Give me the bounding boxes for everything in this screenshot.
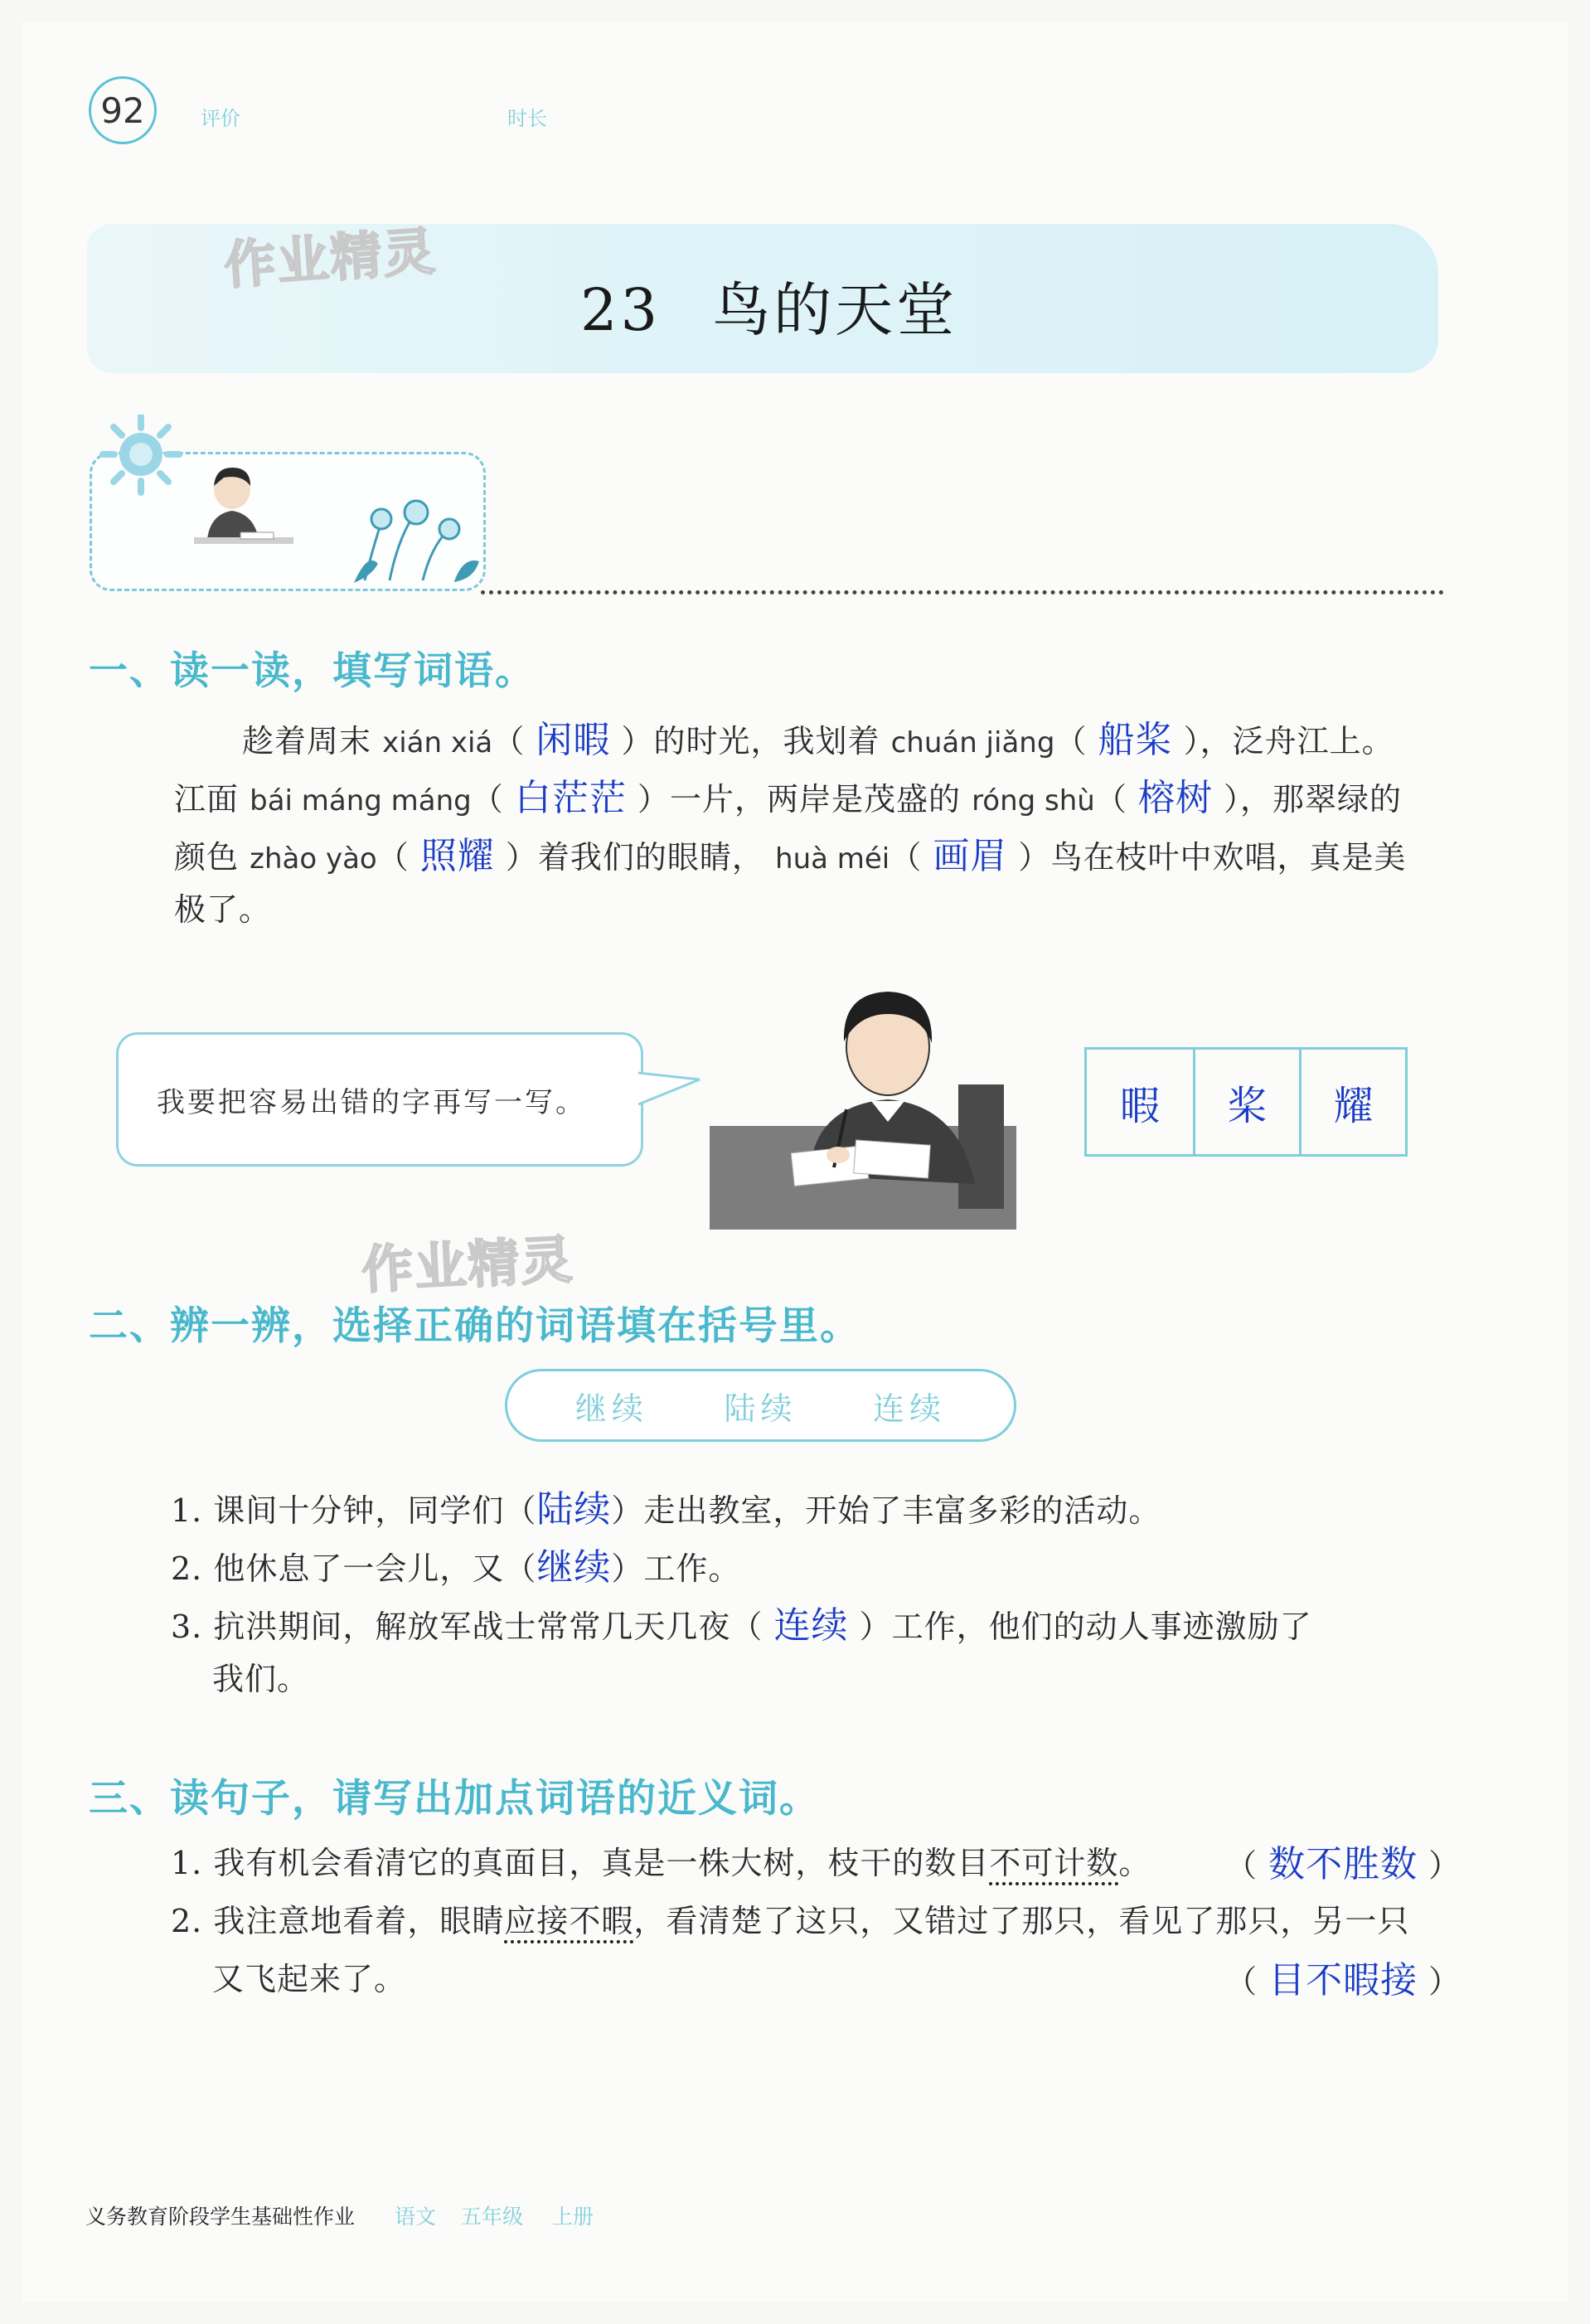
pinyin: bái máng máng bbox=[250, 784, 472, 818]
section1-heading: 一、读一读，填写词语。 bbox=[89, 648, 536, 694]
text: 课间十分钟，同学们（ bbox=[213, 1492, 537, 1529]
answer-blank[interactable]: 数不胜数 bbox=[1268, 1843, 1418, 1885]
duration-label: 时长 bbox=[507, 107, 547, 130]
footer-volume: 上册 bbox=[552, 2205, 594, 2229]
synonym-item-2 bbox=[171, 1895, 1409, 1941]
answer-blank[interactable]: 榕树 bbox=[1137, 777, 1213, 819]
practice-cell[interactable]: 桨 bbox=[1193, 1050, 1299, 1154]
text: 颜色 bbox=[174, 839, 240, 876]
text: 一片，两岸是茂盛的 bbox=[669, 781, 961, 818]
word-choice: 继续 bbox=[574, 1390, 648, 1427]
pinyin: chuán jiǎng bbox=[890, 726, 1055, 759]
fill-line-1: 趁着周末 xián xiá（ 闲暇 ）的时光，我划着 chuán jiǎng（ 船桨 ），泛舟江上。 bbox=[242, 719, 1394, 761]
lesson-name: 鸟的天堂 bbox=[712, 276, 958, 344]
lesson-number: 23 bbox=[580, 276, 662, 344]
fill-line-4: 极了。 bbox=[174, 891, 272, 928]
section-divider bbox=[481, 590, 1444, 594]
text: ，那翠绿的 bbox=[1240, 781, 1403, 818]
answer-blank[interactable]: 闲暇 bbox=[536, 719, 611, 761]
answer-blank[interactable]: 白茫茫 bbox=[514, 777, 627, 819]
section2-heading: 二、辨一辨，选择正确的词语填在括号里。 bbox=[89, 1303, 860, 1349]
item-number: 2. bbox=[171, 1903, 203, 1939]
choice-item-2 bbox=[171, 1537, 740, 1590]
item-number: 2. bbox=[171, 1550, 203, 1587]
practice-cell[interactable]: 耀 bbox=[1299, 1050, 1405, 1154]
footer-series: 义务教育阶段学生基础性作业 bbox=[85, 2205, 356, 2229]
dotted-word: 不可计数 bbox=[989, 1845, 1119, 1881]
answer-blank[interactable]: 继续 bbox=[536, 1546, 612, 1589]
text: 着我们的眼睛， bbox=[537, 839, 764, 876]
practice-grid bbox=[1084, 1047, 1408, 1157]
text: ）工作，他们的动人事迹激励了 bbox=[859, 1608, 1312, 1645]
speech-bubble bbox=[116, 1032, 643, 1167]
answer-blank[interactable]: 画眉 bbox=[933, 835, 1008, 877]
choice-item-3-continued: 我们。 bbox=[212, 1661, 310, 1697]
footer-subject: 语文 bbox=[395, 2205, 437, 2229]
text: 抗洪期间，解放军战士常常几天几夜（ bbox=[213, 1608, 763, 1645]
pinyin: zhào yào bbox=[250, 842, 377, 876]
synonym-item-1 bbox=[171, 1837, 1151, 1883]
boy-writing-illustration bbox=[83, 415, 497, 597]
fill-line-2: 江面 bái máng máng（ 白茫茫 ）一片，两岸是茂盛的 róng shù（ 榕树 ），那翠绿的 bbox=[174, 777, 1403, 819]
text: 趁着周末 bbox=[242, 723, 372, 759]
choice-item-3 bbox=[171, 1595, 1312, 1648]
word-choice-pill bbox=[505, 1369, 1016, 1442]
pinyin: huà méi bbox=[775, 842, 890, 876]
page-number-text: 92 bbox=[100, 90, 145, 131]
answer-blank[interactable]: 船桨 bbox=[1098, 719, 1173, 761]
answer-blank[interactable]: 陆续 bbox=[536, 1488, 612, 1531]
section3-heading: 三、读句子，请写出加点词语的近义词。 bbox=[89, 1776, 820, 1822]
speech-bubble-tail bbox=[638, 1071, 705, 1113]
text: ，看清楚了这只，又错过了那只，看见了那只，另一只 bbox=[633, 1903, 1410, 1939]
dotted-word: 应接不暇 bbox=[504, 1903, 634, 1939]
synonym-answer-1: （ 数不胜数 ） bbox=[1225, 1843, 1462, 1885]
flower-sun-icon bbox=[103, 416, 179, 492]
answer-blank[interactable]: 照耀 bbox=[419, 835, 495, 877]
text: 江面 bbox=[174, 781, 240, 818]
text: 。 bbox=[1118, 1845, 1151, 1881]
item-number: 3. bbox=[171, 1608, 203, 1645]
text: ）工作。 bbox=[611, 1550, 741, 1587]
pinyin: róng shù bbox=[972, 784, 1095, 818]
synonym-answer-2: （ 目不暇接 ） bbox=[1225, 1959, 1462, 2001]
text: 的时光，我划着 bbox=[653, 723, 880, 759]
text: 鸟在枝叶中欢唱，真是美 bbox=[1050, 839, 1407, 876]
item-number: 1. bbox=[171, 1845, 203, 1881]
practice-cell[interactable]: 暇 bbox=[1119, 1082, 1160, 1129]
text: 他休息了一会儿，又（ bbox=[213, 1550, 537, 1587]
word-choice: 陆续 bbox=[724, 1390, 797, 1427]
synonym-item-2-continued: 又飞起来了。 bbox=[212, 1961, 407, 1997]
watermark: 作业精灵 bbox=[360, 1229, 576, 1301]
text: 我有机会看清它的真面目，真是一株大树，枝干的数目 bbox=[213, 1845, 990, 1881]
boy-studying-illustration bbox=[710, 968, 1025, 1234]
text: ）走出教室，开始了丰富多彩的活动。 bbox=[611, 1492, 1161, 1529]
text: 我注意地看着，眼睛 bbox=[213, 1903, 505, 1939]
word-choice: 连续 bbox=[873, 1390, 947, 1427]
choice-item-1 bbox=[171, 1479, 1161, 1532]
speech-bubble-text: 我要把容易出错的字再写一写。 bbox=[157, 1085, 586, 1119]
plants-icon bbox=[356, 501, 477, 580]
answer-blank[interactable]: 连续 bbox=[773, 1604, 849, 1647]
pinyin: xián xiá bbox=[382, 726, 493, 759]
eval-label: 评价 bbox=[201, 107, 240, 130]
watermark: 作业精灵 bbox=[222, 221, 439, 296]
footer-grade: 五年级 bbox=[461, 2205, 524, 2229]
fill-line-3: 颜色 zhào yào（ 照耀 ）着我们的眼睛， huà méi（ 画眉 ）鸟在枝叶中欢唱，真是美 bbox=[174, 835, 1407, 877]
item-number: 1. bbox=[171, 1492, 203, 1529]
answer-blank[interactable]: 目不暇接 bbox=[1268, 1959, 1418, 2001]
lesson-title bbox=[580, 264, 957, 347]
text: ，泛舟江上。 bbox=[1200, 723, 1394, 759]
page-number bbox=[89, 76, 157, 144]
